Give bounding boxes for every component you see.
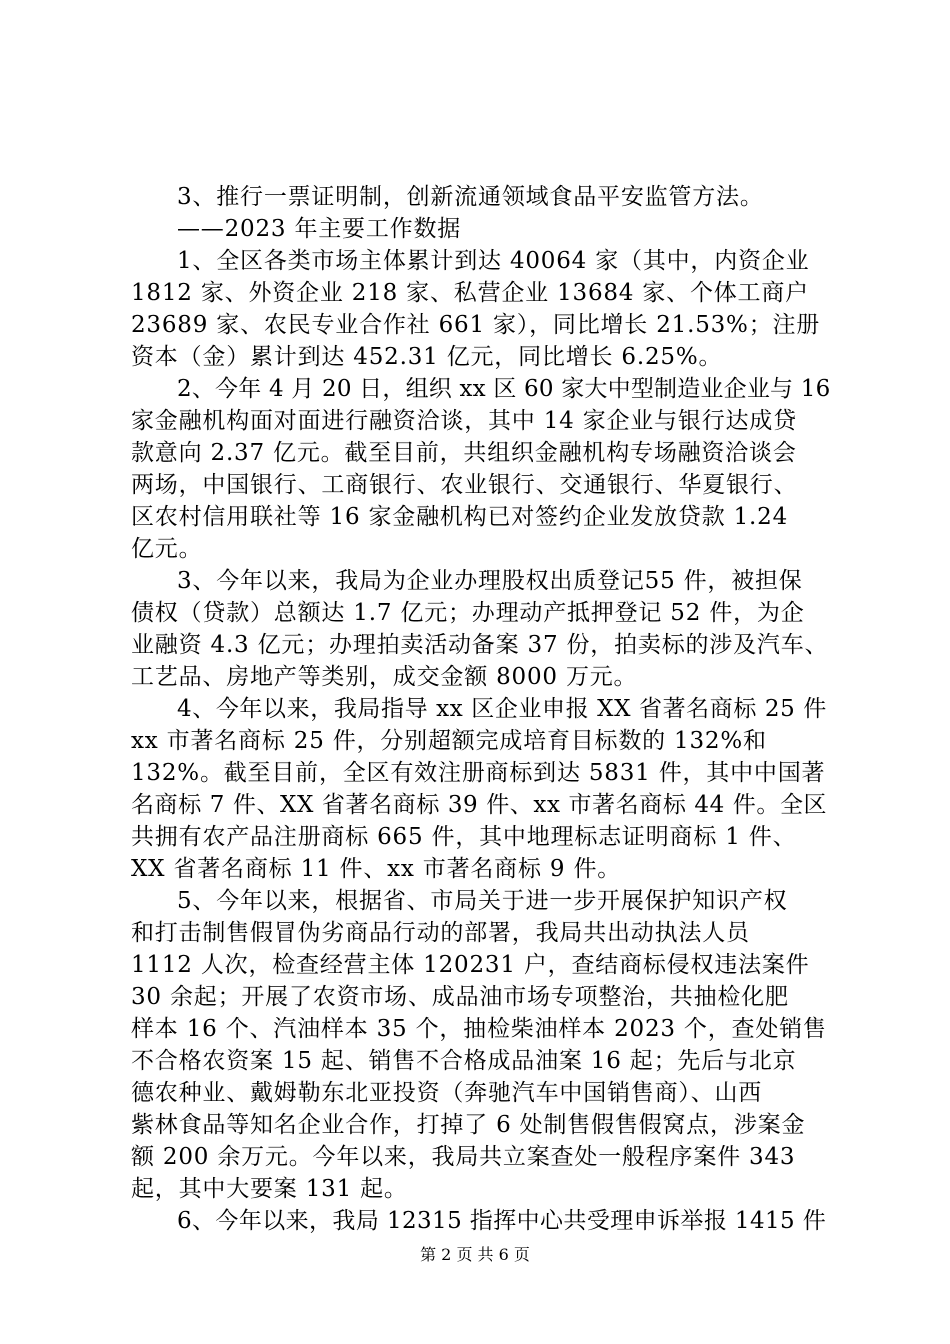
paragraph-line: 家金融机构面对面进行融资洽谈，其中 14 家企业与银行达成贷	[131, 408, 797, 434]
paragraph-line: 德农种业、戴姆勒东北亚投资（奔驰汽车中国销售商）、山西	[131, 1080, 763, 1106]
paragraph-line: 不合格农资案 15 起、销售不合格成品油案 16 起；先后与北京	[131, 1048, 797, 1074]
paragraph-line: 30 余起；开展了农资市场、成品油市场专项整治，共抽检化肥	[131, 984, 789, 1010]
paragraph-line: 起，其中大要案 131 起。	[131, 1176, 408, 1202]
paragraph-line: 名商标 7 件、XX 省著名商标 39 件、xx 市著名商标 44 件。全区	[131, 792, 828, 818]
paragraph-line: 资本（金）累计到达 452.31 亿元，同比增长 6.25%。	[131, 344, 723, 370]
document-body	[131, 181, 831, 1237]
paragraph-line: 紫林食品等知名企业合作，打掉了 6 处制售假售假窝点，涉案金	[131, 1112, 806, 1138]
paragraph-line: 23689 家、农民专业合作社 661 家），同比增长 21.53%；注册	[131, 312, 821, 338]
paragraph-line: 1112 人次，检查经营主体 120231 户，查结商标侵权违法案件	[131, 952, 810, 978]
paragraph-line: 3、今年以来，我局为企业办理股权出质登记55 件，被担保	[177, 568, 803, 594]
paragraph-line: 4、今年以来，我局指导 xx 区企业申报 XX 省著名商标 25 件	[177, 696, 827, 722]
paragraph-line: 132%。截至目前，全区有效注册商标到达 5831 件，其中中国著	[131, 760, 826, 786]
paragraph-line: 3、推行一票证明制，创新流通领域食品平安监管方法。	[177, 184, 764, 210]
paragraph-line: 5、今年以来，根据省、市局关于进一步开展保护知识产权	[177, 888, 788, 914]
paragraph-line: 和打击制售假冒伪劣商品行动的部署，我局共出动执法人员	[131, 920, 750, 946]
paragraph-line: xx 市著名商标 25 件，分别超额完成培育目标数的 132%和	[131, 728, 767, 754]
paragraph-line: 债权（贷款）总额达 1.7 亿元；办理动产抵押登记 52 件，为企	[131, 600, 805, 626]
paragraph-line: 2、今年 4 月 20 日，组织 xx 区 60 家大中型制造业企业与 16	[177, 376, 831, 402]
paragraph-line: 工艺品、房地产等类别，成交金额 8000 万元。	[131, 664, 638, 690]
paragraph-line: 亿元。	[131, 536, 203, 562]
section-heading: ——2023 年主要工作数据	[177, 216, 462, 242]
paragraph-line: 业融资 4.3 亿元；办理拍卖活动备案 37 份，拍卖标的涉及汽车、	[131, 632, 829, 658]
paragraph-line: 样本 16 个、汽油样本 35 个，抽检柴油样本 2023 个，查处销售	[131, 1016, 827, 1042]
paragraph-line: 6、今年以来，我局 12315 指挥中心共受理申诉举报 1415 件	[177, 1208, 827, 1234]
paragraph-line: 1812 家、外资企业 218 家、私营企业 13684 家、个体工商户	[131, 280, 809, 306]
paragraph-line: 额 200 余万元。今年以来，我局共立案查处一般程序案件 343	[131, 1144, 796, 1170]
paragraph-line: XX 省著名商标 11 件、xx 市著名商标 9 件。	[131, 856, 622, 882]
paragraph-line: 两场，中国银行、工商银行、农业银行、交通银行、华夏银行、	[131, 472, 798, 498]
paragraph-line: 款意向 2.37 亿元。截至目前，共组织金融机构专场融资洽谈会	[131, 440, 797, 466]
page-number-footer: 第 2 页 共 6 页	[420, 1245, 530, 1264]
paragraph-line: 1、全区各类市场主体累计到达 40064 家（其中，内资企业	[177, 248, 810, 274]
paragraph-line: 区农村信用联社等 16 家金融机构已对签约企业发放贷款 1.24	[131, 504, 789, 530]
paragraph-line: 共拥有农产品注册商标 665 件，其中地理标志证明商标 1 件、	[131, 824, 797, 850]
